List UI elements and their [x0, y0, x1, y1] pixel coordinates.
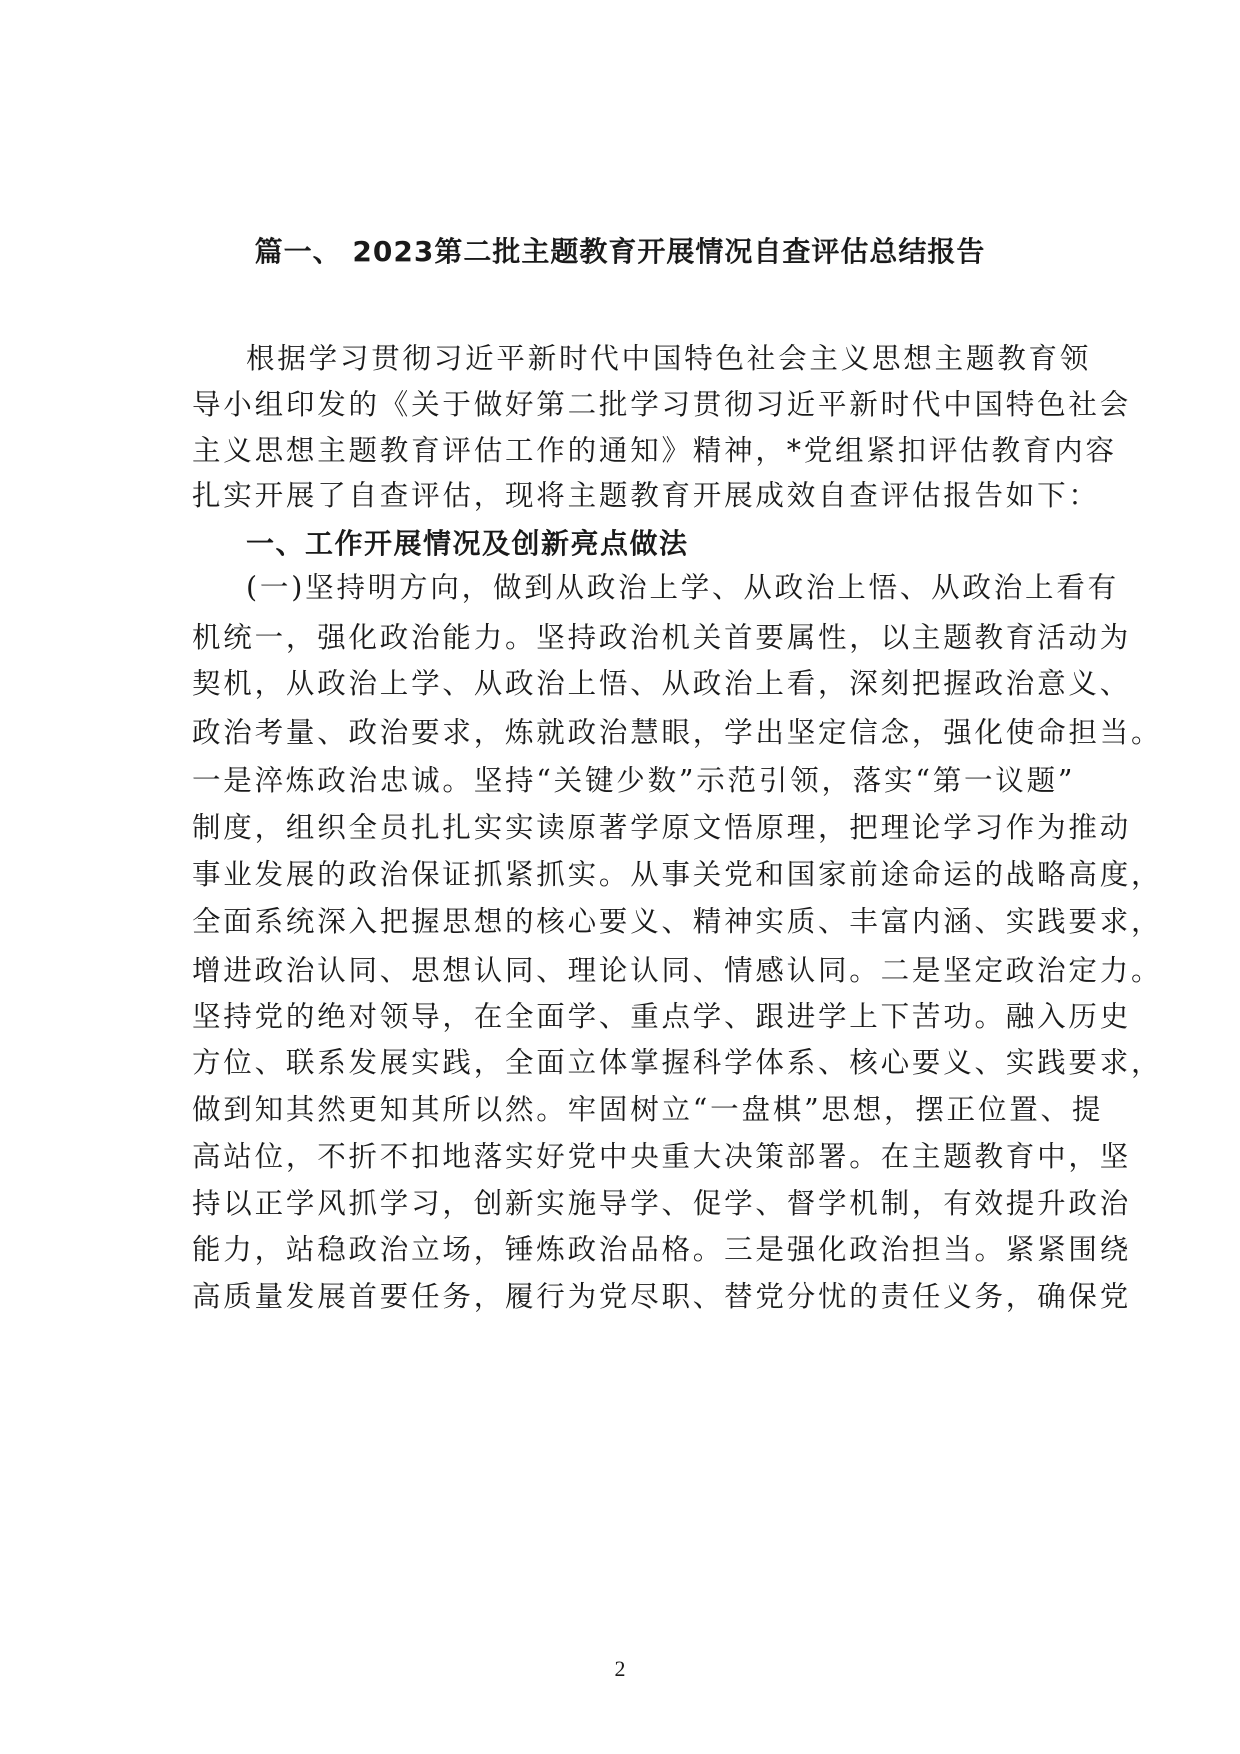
paragraph-line: 做到知其然更知其所以然。牢固树立“一盘棋”思想，摆正位置、提: [192, 1093, 1104, 1126]
section-heading: 一、工作开展情况及创新亮点做法: [246, 527, 689, 560]
document-title: 篇一、 2023第二批主题教育开展情况自查评估总结报告: [254, 235, 986, 268]
paragraph-line: 高质量发展首要任务，履行为党尽职、替党分忧的责任义务，确保党: [192, 1280, 1132, 1313]
paragraph-line: 导小组印发的《关于做好第二批学习贯彻习近平新时代中国特色社会: [192, 388, 1132, 421]
paragraph-line: 坚持党的绝对领导，在全面学、重点学、跟进学上下苦功。融入历史: [192, 1000, 1132, 1033]
paragraph-line: 持以正学风抓学习，创新实施导学、促学、督学机制，有效提升政治: [192, 1187, 1132, 1220]
paragraph-line: 机统一，强化政治能力。坚持政治机关首要属性，以主题教育活动为: [192, 621, 1132, 654]
paragraph-line: 主义思想主题教育评估工作的通知》精神，*党组紧扣评估教育内容: [192, 434, 1117, 467]
paragraph-line: 全面系统深入把握思想的核心要义、精神实质、丰富内涵、实践要求，: [192, 905, 1163, 938]
paragraph-line: 增进政治认同、思想认同、理论认同、情感认同。二是坚定政治定力。: [192, 954, 1163, 987]
paragraph-line: 政治考量、政治要求，炼就政治慧眼，学出坚定信念，强化使命担当。: [192, 716, 1163, 749]
page-number: 2: [614, 1656, 626, 1681]
paragraph-line: 高站位，不折不扣地落实好党中央重大决策部署。在主题教育中，坚: [192, 1140, 1132, 1173]
paragraph-line: 制度，组织全员扎扎实实读原著学原文悟原理，把理论学习作为推动: [192, 811, 1132, 844]
paragraph-line: (一)坚持明方向，做到从政治上学、从政治上悟、从政治上看有: [246, 571, 1119, 604]
paragraph-line: 能力，站稳政治立场，锤炼政治品格。三是强化政治担当。紧紧围绕: [192, 1233, 1132, 1266]
paragraph-line: 一是淬炼政治忠诚。坚持“关键少数”示范引领，落实“第一议题”: [192, 764, 1076, 797]
paragraph-line: 根据学习贯彻习近平新时代中国特色社会主义思想主题教育领: [246, 342, 1092, 375]
paragraph-line: 契机，从政治上学、从政治上悟、从政治上看，深刻把握政治意义、: [192, 667, 1132, 700]
paragraph-line: 事业发展的政治保证抓紧抓实。从事关党和国家前途命运的战略高度，: [192, 858, 1163, 891]
paragraph-line: 方位、联系发展实践，全面立体掌握科学体系、核心要义、实践要求，: [192, 1046, 1163, 1079]
paragraph-line: 扎实开展了自查评估，现将主题教育开展成效自查评估报告如下：: [192, 479, 1100, 512]
